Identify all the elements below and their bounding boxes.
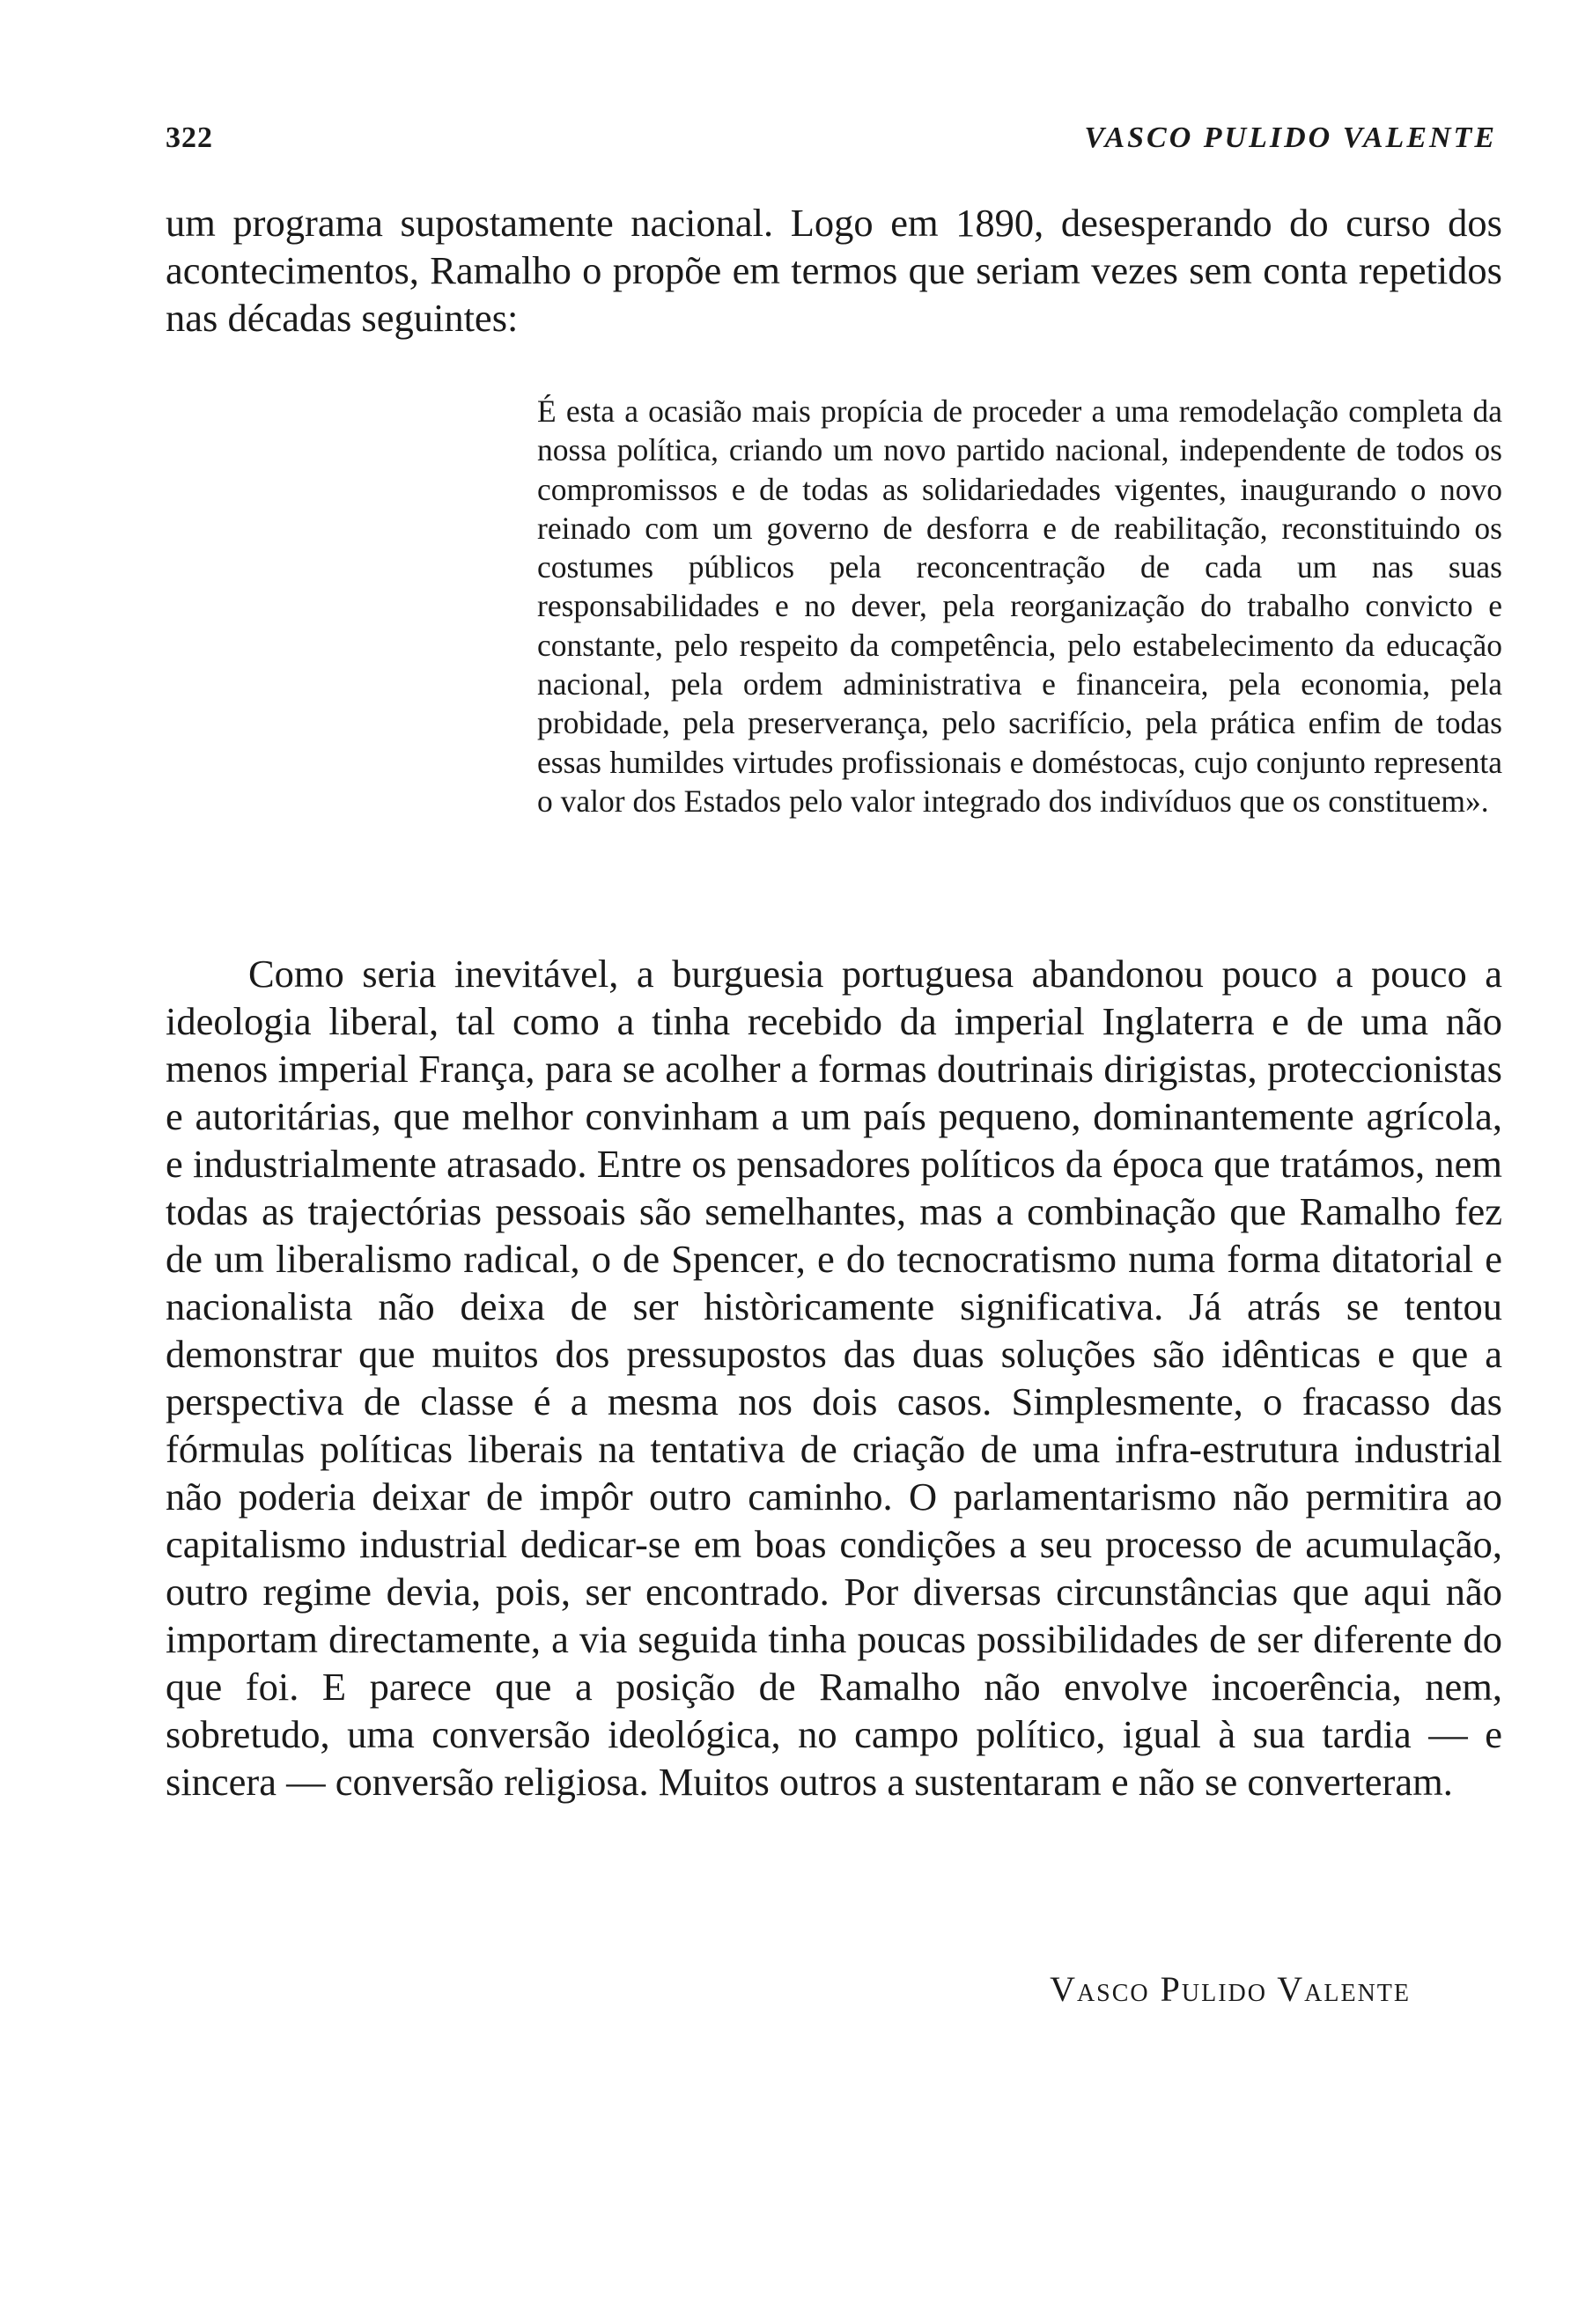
author-signature: Vasco Pulido Valente <box>1050 1969 1411 2009</box>
running-head: VASCO PULIDO VALENTE <box>1084 121 1497 154</box>
main-paragraph: Como seria inevitável, a burguesia portuguesa abandonou pouco a pouco a ideologia liberal, tal como a tinha recebido da imperial Inglaterra e de uma não menos imperial França, para se acolher a formas doutrinais dirigistas, proteccionistas e autoritárias, que melhor convinham a um país pequeno, dominantemente agrícola, e industrialmente atrasado. Entre os pensadores políticos da época que tratámos, nem todas as trajectórias pessoais são semelhantes, mas a combinação que Ramalho fez de um liberalismo radical, o de Spencer, e do tecnocratismo numa forma ditatorial e nacionalista não deixa de ser històricamente significativa. Já atrás se tentou demonstrar que muitos dos pressupostos das duas soluções são idênticas e que a perspectiva de classe é a mesma nos dois casos. Simplesmente, o fracasso das fórmulas políticas liberais na tentativa de criação de uma infra-estrutura industrial não poderia deixar de impôr outro caminho. O parlamentarismo não permitira ao capitalismo industrial dedicar-se em boas condições a seu processo de acumulação, outro regime devia, pois, ser encontrado. Por diversas circunstâncias que aqui não importam directamente, a via seguida tinha poucas possibilidades de ser diferente do que foi. E parece que a posição de Ramalho não envolve incoerência, nem, sobretudo, uma conversão ideológica, no campo político, igual à sua tardia — e sincera — conversão religiosa. Muitos outros a sustentaram e não se converteram. <box>166 952 1502 1804</box>
page-number: 322 <box>166 121 213 154</box>
block-quote: É esta a ocasião mais propícia de proceder a uma remodelação completa da nossa política, criando um novo partido nacional, independente de todos os compromissos e de todas as solidariedades vigentes, inaugurando o novo reinado com um governo de desforra e de reabilitação, reconstituindo os costumes públicos pela reconcentração de cada um nas suas responsabilidades e no dever, pela reorganização do trabalho convicto e constante, pelo respeito da competência, pelo estabelecimento da educação nacional, pela ordem administrativa e financeira, pela economia, pela probidade, pela preserverança, pelo sacrifício, pela prática enfim de todas essas humildes virtudes profissionais e doméstocas, cujo conjunto representa o valor dos Estados pelo valor integrado dos indivíduos que os constituem». <box>537 393 1502 819</box>
intro-paragraph: um programa supostamente nacional. Logo em 1890, desesperando do curso dos acontecimentos, Ramalho o propõe em termos que seriam vezes sem conta repetidos nas décadas seguintes: <box>166 201 1502 340</box>
